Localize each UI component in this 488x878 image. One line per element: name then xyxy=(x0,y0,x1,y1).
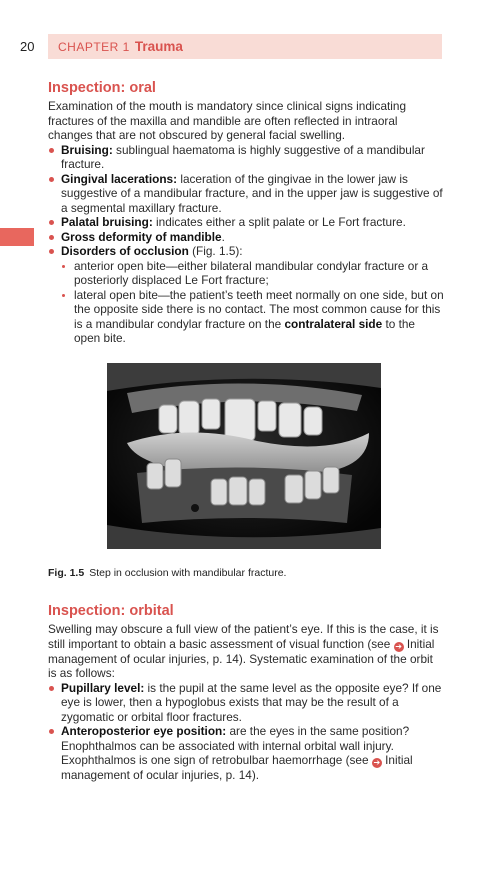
bullet-term: Pupillary level: xyxy=(61,680,145,695)
bullet-term: Gross deformity of mandible xyxy=(61,229,222,244)
sub-text: lateral open bite—the patient’s teeth meet normally on one side, but on the opposite side there is no contact. The most common cause for this is a mandibular condylar fracture on the xyxy=(74,287,444,331)
bullet-term: Anteroposterior eye position: xyxy=(61,724,227,738)
cross-reference-link[interactable]: Initial management of ocular injuries, p. 14 xyxy=(48,636,435,666)
figure-caption xyxy=(48,567,286,579)
sub-term: contralateral side xyxy=(284,316,383,331)
cross-reference-link[interactable]: Initial management of ocular injuries, p. 14 xyxy=(61,753,413,782)
bullet-text: ). xyxy=(251,768,260,782)
oral-heading: Inspection: oral xyxy=(48,80,156,96)
bullet-text: are the eyes in the same position? Enophthalmos can be associated with internal orbital wall injury. Exophthalmos is one sign of retrobulbar haemorrhage (see xyxy=(61,724,410,767)
occlusion-photo xyxy=(107,363,381,549)
chapter-label: CHAPTER 1 xyxy=(58,39,130,54)
list-item xyxy=(48,681,444,725)
figure-label: Fig. 1.5 xyxy=(48,567,85,579)
list-item xyxy=(48,215,444,230)
bullet-term: Disorders of occlusion xyxy=(61,244,189,258)
chapter-header xyxy=(48,34,442,59)
list-item xyxy=(48,244,444,346)
list-item xyxy=(48,143,444,172)
arrow-right-circle-icon: ➔ xyxy=(373,758,381,767)
sub-list-item: anterior open bite—either bilateral mandibular condylar fracture or a posteriorly displaced Le Fort fracture; xyxy=(61,259,444,288)
bullet-term: Palatal bruising: xyxy=(61,215,153,229)
bullet-text: . xyxy=(221,229,225,244)
orbital-heading: Inspection: orbital xyxy=(48,603,174,619)
arrow-right-circle-icon: ➔ xyxy=(395,641,402,651)
chapter-title: Trauma xyxy=(134,39,183,54)
bullet-term: Bruising: xyxy=(61,142,113,157)
orbital-intro xyxy=(48,622,444,681)
occlusion-sub-list xyxy=(61,259,444,346)
page-number: 20 xyxy=(20,39,35,54)
bullet-text: sublingual haematoma is highly suggestive of a mandibular fracture. xyxy=(61,142,425,171)
intro-text: ). Systematic examination of the orbit is as follows: xyxy=(48,651,433,680)
mouth-photo-illustration xyxy=(107,363,381,549)
list-item xyxy=(48,172,444,216)
chapter-thumb-tab xyxy=(0,228,34,246)
figure-caption-text: Step in occlusion with mandibular fracture. xyxy=(89,567,287,579)
intro-text: Swelling may obscure a full view of the patient’s eye. If this is the case, it is still important to obtain a basic assessment of visual function (see xyxy=(48,622,439,651)
list-item xyxy=(48,230,444,245)
bullet-text: laceration of the gingivae in the lower jaw is suggestive of a mandibular fracture, and in the upper jaw is suggestive of a segmental maxillary fracture. xyxy=(61,171,443,215)
oral-section xyxy=(48,80,444,346)
orbital-section xyxy=(48,603,444,783)
sub-list-item xyxy=(61,288,444,346)
sub-text: to the open bite. xyxy=(74,316,415,345)
bullet-text: (Fig. 1.5): xyxy=(188,244,243,258)
list-item xyxy=(48,724,444,783)
oral-intro: Examination of the mouth is mandatory since clinical signs indicating fractures of the maxilla and mandible are often reflected in intraoral changes that are not obscured by general facial swelling. xyxy=(48,99,407,142)
bullet-text: is the pupil at the same level as the opposite eye? If one eye is lower, then a hypoglobus exists that may be the result of a zygomatic or orbital floor fractures. xyxy=(61,680,442,724)
oral-bullet-list xyxy=(48,143,444,346)
bullet-term: Gingival lacerations: xyxy=(61,171,178,186)
orbital-bullet-list xyxy=(48,681,444,783)
bullet-text: indicates either a split palate or Le Fort fracture. xyxy=(152,215,406,229)
